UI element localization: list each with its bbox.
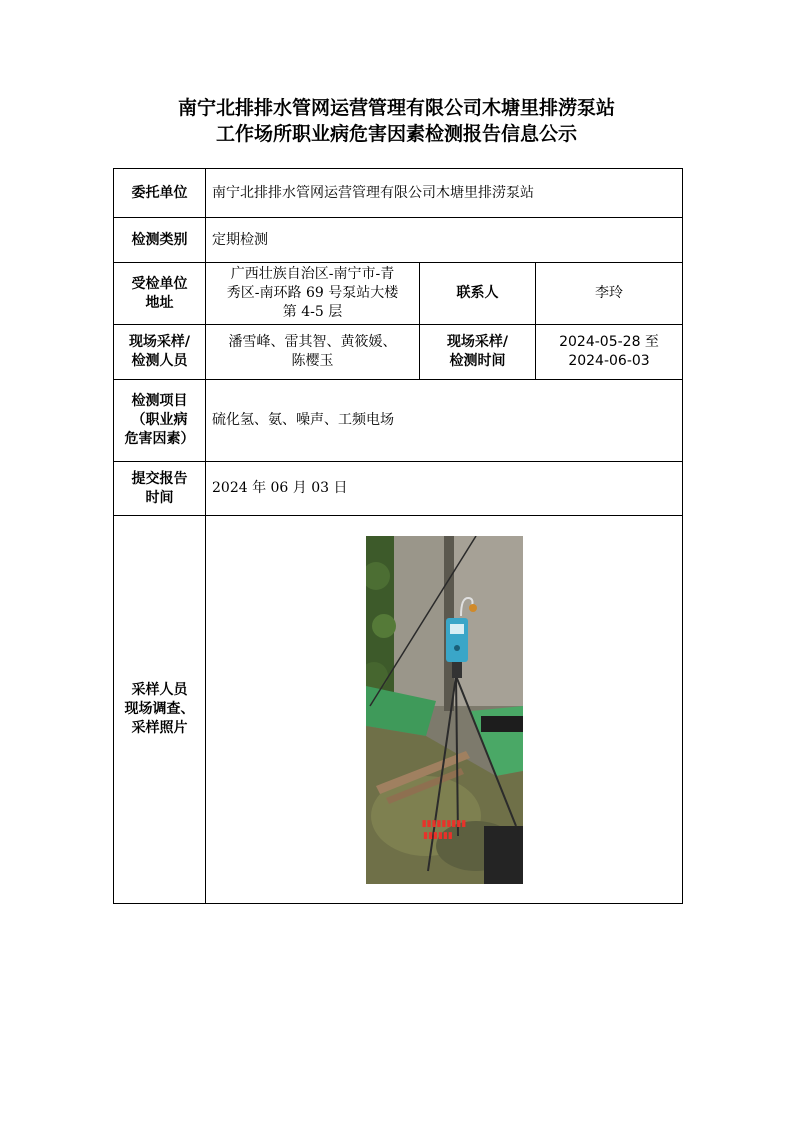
client-label: 委托单位 (114, 169, 206, 218)
time-value (536, 325, 683, 380)
contact-label: 联系人 (420, 263, 536, 325)
address-label-line-2: 地址 (145, 294, 174, 311)
time-value-line-1: 2024-05-28 至 (559, 334, 659, 350)
staff-label (114, 325, 206, 380)
row-photo (114, 516, 683, 904)
document-title-line-2: 工作场所职业病危害因素检测报告信息公示 (215, 123, 577, 145)
photo-cell (206, 516, 683, 904)
contact-value: 李玲 (536, 263, 683, 325)
photo-label-line-3: 采样照片 (131, 720, 188, 736)
address-value-line-1: 广西壮族自治区-南宁市-青 (230, 266, 395, 282)
info-table (113, 168, 683, 904)
items-label-line-3: 危害因素） (124, 431, 195, 447)
photo-label (114, 516, 206, 904)
category-value: 定期检测 (206, 218, 683, 263)
address-label-line-1: 受检单位 (131, 275, 188, 292)
report-date-label-line-2: 时间 (145, 489, 174, 506)
row-staff-time (114, 325, 683, 380)
svg-text:▮▮▮▮▮▮▮▮▮: ▮▮▮▮▮▮▮▮▮ (421, 818, 466, 829)
report-date-label (114, 462, 206, 516)
staff-label-line-2: 检测人员 (131, 353, 188, 369)
staff-value (206, 325, 420, 380)
items-label-line-1: 检测项目 (131, 393, 188, 409)
time-label-line-2: 检测时间 (449, 353, 506, 369)
row-client (114, 169, 683, 218)
sampling-photo (366, 536, 523, 884)
photo-label-line-1: 采样人员 (131, 682, 188, 698)
staff-label-line-1: 现场采样/ (128, 334, 191, 350)
address-value-line-3: 第 4-5 层 (282, 304, 343, 320)
address-value (206, 263, 420, 325)
staff-value-line-2: 陈樱玉 (291, 353, 334, 369)
items-value: 硫化氢、氨、噪声、工频电场 (206, 380, 683, 462)
row-report-date (114, 462, 683, 516)
document-title-line-1: 南宁北排排水管网运营管理有限公司木塘里排涝泵站 (177, 97, 615, 119)
row-items (114, 380, 683, 462)
items-label-line-2: （职业病 (131, 412, 188, 428)
report-date-value: 2024 年 06 月 03 日 (206, 462, 683, 516)
sampling-photo-image (366, 536, 523, 884)
photo-label-line-2: 现场调查、 (124, 701, 195, 717)
items-label (114, 380, 206, 462)
time-label (420, 325, 536, 380)
row-category (114, 218, 683, 263)
staff-value-line-1: 潘雪峰、雷其智、黄筱媛、 (228, 334, 397, 350)
client-value: 南宁北排排水管网运营管理有限公司木塘里排涝泵站 (206, 169, 683, 218)
report-date-label-line-1: 提交报告 (131, 470, 188, 487)
svg-text:▮▮▮▮▮▮: ▮▮▮▮▮▮ (422, 830, 453, 841)
address-value-line-2: 秀区-南环路 69 号泵站大楼 (226, 285, 399, 301)
time-label-line-1: 现场采样/ (446, 334, 509, 350)
address-label (114, 263, 206, 325)
time-value-line-2: 2024-06-03 (568, 353, 650, 369)
category-label: 检测类别 (114, 218, 206, 263)
row-address (114, 263, 683, 325)
